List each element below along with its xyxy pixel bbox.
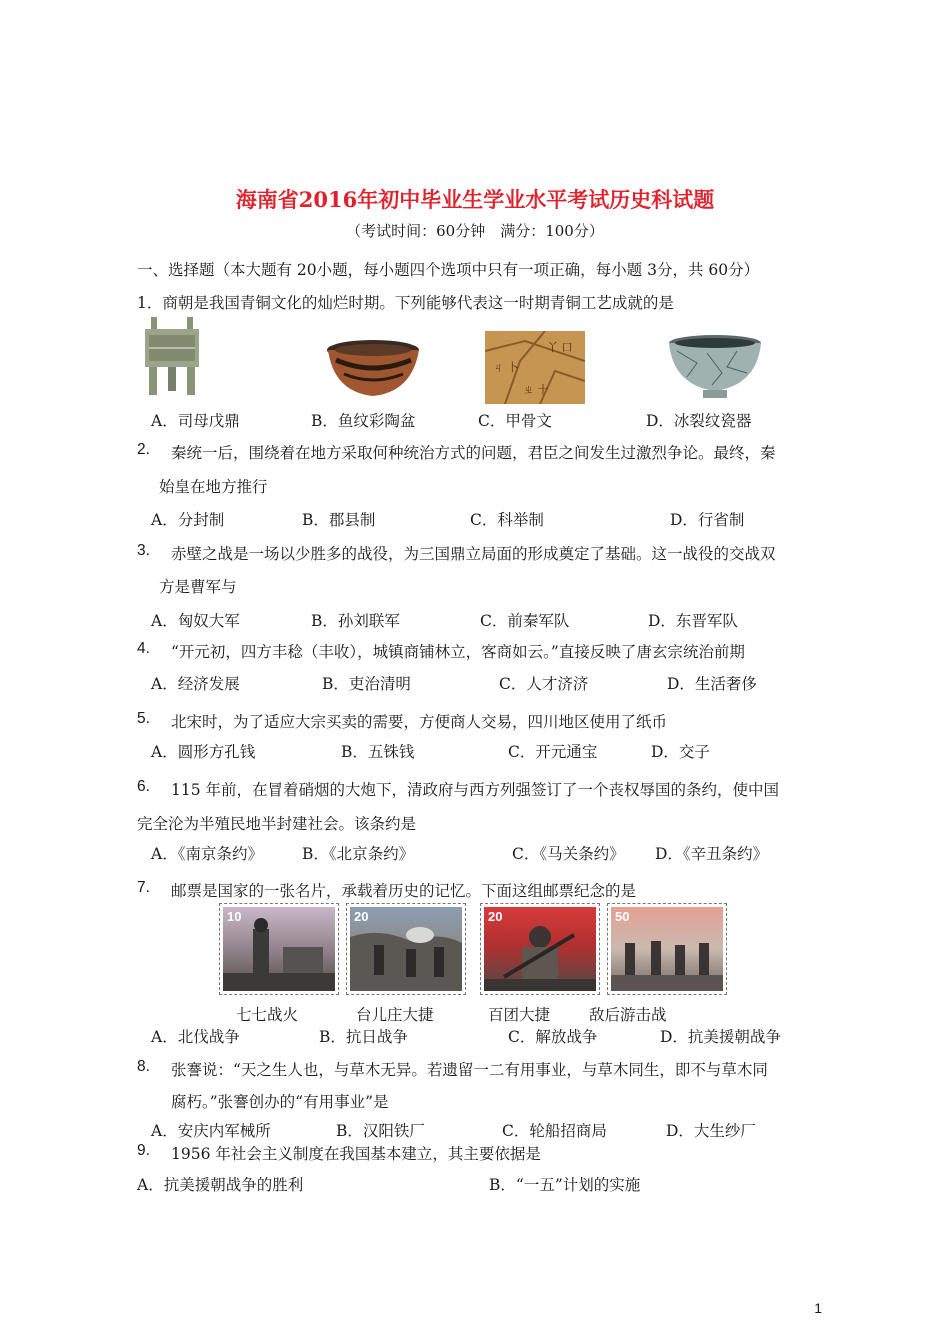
stamp-3 xyxy=(480,903,600,995)
q8-stem-line2: 腐朽。”张謇创办的“有用事业”是 xyxy=(171,1093,389,1111)
q3-option-c: C．前秦军队 xyxy=(480,612,570,630)
q2-option-d: D．行省制 xyxy=(670,511,745,529)
q1-option-b: B．鱼纹彩陶盆 xyxy=(311,412,416,430)
q7-option-c: C．解放战争 xyxy=(508,1028,598,1046)
q4-option-d: D．生活奢侈 xyxy=(667,675,757,693)
q4-option-b: B．吏治清明 xyxy=(322,675,411,693)
stamp-3-caption: 百团大捷 xyxy=(488,1006,551,1024)
q7-option-a: A．北伐战争 xyxy=(151,1028,240,1046)
q8-number: 8. xyxy=(137,1058,150,1075)
q3-option-d: D．东晋军队 xyxy=(648,612,738,630)
q2-option-c: C．科举制 xyxy=(470,511,544,529)
q8-option-b: B．汉阳铁厂 xyxy=(336,1122,425,1140)
q7-option-d: D．抗美援朝战争 xyxy=(660,1028,781,1046)
stamp-2 xyxy=(346,903,466,995)
q6-option-d: D．《辛丑条约》 xyxy=(655,845,769,863)
q5-stem: 北宋时，为了适应大宗买卖的需要，方便商人交易，四川地区使用了纸币 xyxy=(171,713,668,731)
q1-option-a: A．司母戊鼎 xyxy=(151,412,240,430)
q8-stem-line1: 张謇说：“天之生人也，与草木无异。若遗留一二有用事业，与草木同生，即不与草木同 xyxy=(171,1061,768,1079)
stamp-4-caption: 敌后游击战 xyxy=(589,1006,667,1024)
svg-text:丫 口: 丫 口 xyxy=(547,341,573,354)
q8-option-a: A．安庆内军械所 xyxy=(151,1122,271,1140)
svg-text:ㄐ 卜: ㄐ 卜 xyxy=(493,361,519,374)
stamp-2-caption: 台儿庄大捷 xyxy=(356,1006,434,1024)
q8-option-c: C．轮船招商局 xyxy=(502,1122,607,1140)
q9-stem: 1956 年社会主义制度在我国基本建立，其主要依据是 xyxy=(171,1145,541,1163)
q3-stem-line2: 方是曹军与 xyxy=(159,578,237,596)
q2-stem-line2: 始皇在地方推行 xyxy=(159,478,268,496)
exam-title: 海南省2016年初中毕业生学业水平考试历史科试题 xyxy=(235,187,715,212)
pottery-basin-image xyxy=(326,338,421,398)
exam-subtitle: （考试时间：60分钟 满分：100分） xyxy=(346,222,604,240)
q3-option-a: A．匈奴大军 xyxy=(151,612,240,630)
q4-option-c: C．人才济济 xyxy=(499,675,589,693)
q6-stem-line2: 完全沦为半殖民地半封建社会。该条约是 xyxy=(137,815,417,833)
oracle-bone-image xyxy=(485,331,585,404)
q2-stem-line1: 秦统一后，围绕着在地方采取何种统治方式的问题，君臣之间发生过激烈争论。最终，秦 xyxy=(171,444,776,462)
stamp-1 xyxy=(219,903,339,995)
stamp-4 xyxy=(607,903,727,995)
q3-number: 3. xyxy=(137,542,150,559)
stamp-3-value: 20 xyxy=(488,909,503,924)
q1-stem: 1．商朝是我国青铜文化的灿烂时期。下列能够代表这一时期青铜工艺成就的是 xyxy=(137,294,674,312)
q5-option-a: A．圆形方孔钱 xyxy=(151,743,256,761)
page-number: 1 xyxy=(814,1300,822,1316)
q4-number: 4. xyxy=(137,640,150,657)
q6-option-a: A．《南京条约》 xyxy=(151,845,263,863)
q3-option-b: B．孙刘联军 xyxy=(311,612,400,630)
ding-vessel-image xyxy=(139,315,205,397)
crackle-porcelain-image xyxy=(667,333,763,401)
q5-option-d: D．交子 xyxy=(651,743,710,761)
q4-option-a: A．经济发展 xyxy=(151,675,240,693)
stamp-4-value: 50 xyxy=(615,909,630,924)
q2-option-a: A．分封制 xyxy=(151,511,225,529)
q5-option-c: C．开元通宝 xyxy=(508,743,598,761)
q7-number: 7. xyxy=(137,879,150,896)
q5-number: 5. xyxy=(137,710,150,727)
q1-option-c: C．甲骨文 xyxy=(478,412,552,430)
stamp-1-caption: 七七战火 xyxy=(236,1006,299,1024)
q6-option-c: C．《马关条约》 xyxy=(512,845,625,863)
q1-option-d: D．冰裂纹瓷器 xyxy=(646,412,752,430)
q9-option-b: B．“一五”计划的实施 xyxy=(489,1176,641,1194)
q9-option-a: A．抗美援朝战争的胜利 xyxy=(137,1176,304,1194)
q6-number: 6. xyxy=(137,778,150,795)
q8-option-d: D．大生纱厂 xyxy=(666,1122,756,1140)
stamp-1-value: 10 xyxy=(227,909,242,924)
q7-option-b: B．抗日战争 xyxy=(319,1028,408,1046)
svg-text:ㄓ 十: ㄓ 十 xyxy=(523,383,549,396)
stamp-2-value: 20 xyxy=(354,909,369,924)
q5-option-b: B．五铢钱 xyxy=(341,743,415,761)
q3-stem-line1: 赤壁之战是一场以少胜多的战役，为三国鼎立局面的形成奠定了基础。这一战役的交战双 xyxy=(171,545,776,563)
q9-number: 9. xyxy=(137,1142,150,1159)
q6-stem-line1: 115 年前，在冒着硝烟的大炮下，清政府与西方列强签订了一个丧权辱国的条约，使中国 xyxy=(171,781,780,799)
section-heading: 一、选择题（本大题有 20小题，每小题四个选项中只有一项正确，每小题 3分，共 60分） xyxy=(137,261,760,279)
q4-stem: “开元初，四方丰稔（丰收），城镇商铺林立，客商如云。”直接反映了唐玄宗统治前期 xyxy=(171,643,745,661)
q6-option-b: B．《北京条约》 xyxy=(302,845,415,863)
q2-number: 2. xyxy=(137,441,150,458)
q7-stem: 邮票是国家的一张名片，承载着历史的记忆。下面这组邮票纪念的是 xyxy=(171,882,637,900)
q2-option-b: B．郡县制 xyxy=(302,511,376,529)
